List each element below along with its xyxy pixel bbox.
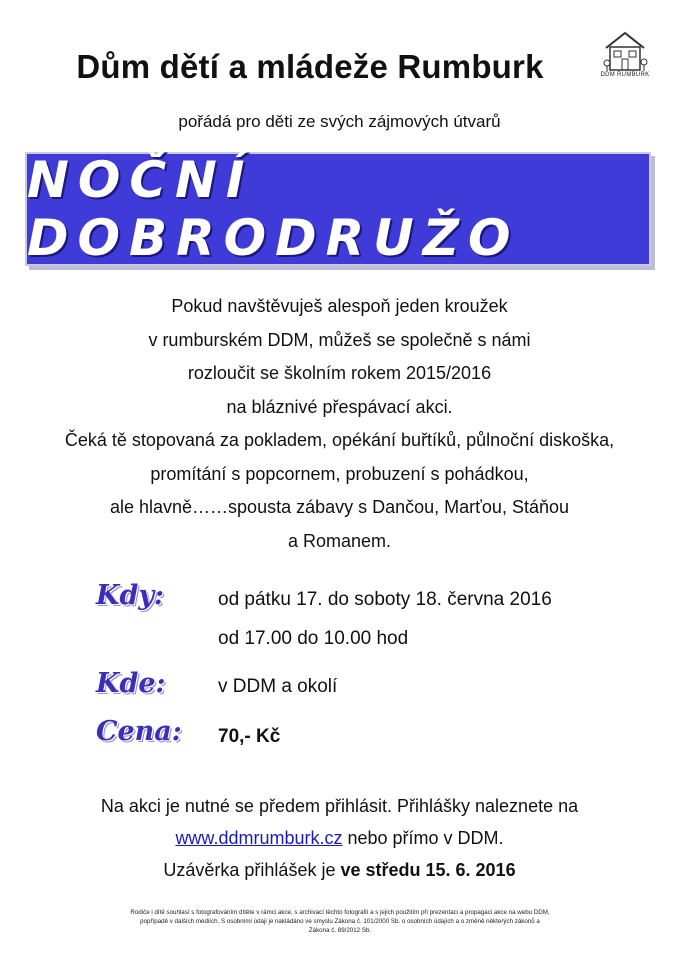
- banner-title: NOČNÍ DOBRODRUŽO: [27, 151, 520, 267]
- intro-line: a Romanem.: [287, 530, 392, 551]
- price-value: 70,- Kč: [218, 726, 281, 747]
- website-link[interactable]: www.ddmrumburk.cz: [175, 828, 343, 848]
- intro-line: rozloučit se školním rokem 2015/2016: [187, 363, 492, 383]
- page-title: Dům dětí a mládeže Rumburk: [76, 48, 544, 85]
- fine-print-line: Rodiče i dítě souhlasí s fotografováním dítěte v rámci akce, s archivací těchto fotografií a s jejich použitím při prezentaci a propagaci akce na webu DDM,: [130, 909, 550, 916]
- registration-link-line: [0, 822, 679, 854]
- registration-line-rest: nebo přímo v DDM.: [342, 828, 504, 848]
- price-label: Cena:: [96, 716, 182, 747]
- intro-text: [0, 290, 679, 558]
- deadline-prefix: Uzávěrka přihlášek je: [163, 860, 341, 880]
- where-label: Kde:: [96, 668, 166, 699]
- subtitle: pořádá pro děti ze svých zájmových útvarů: [178, 112, 501, 131]
- when-date: od pátku 17. do soboty 18. června 2016: [218, 589, 552, 610]
- house-icon: [600, 30, 650, 72]
- deadline-date: ve středu 15. 6. 2016: [340, 860, 516, 880]
- event-banner: [25, 152, 651, 266]
- fine-print: [40, 908, 640, 935]
- fine-print-line: Zákona č. 89/2012 Sb.: [308, 927, 372, 934]
- where-value: v DDM a okolí: [218, 676, 338, 697]
- fine-print-line: popřípadě v dalších médiích. S osobními údaji je nakládáno ve smyslu Zákona č. 101/2000 Sb. o osobních údajích a o změně některých zákonů a: [140, 918, 540, 925]
- registration-line: Na akci je nutné se předem přihlásit. Přihlášky naleznete na: [100, 796, 579, 816]
- when-label: Kdy:: [96, 580, 165, 611]
- intro-line: Čeká tě stopovaná za pokladem, opékání buřtíků, půlnoční diskoška,: [64, 430, 615, 450]
- intro-line: v rumburském DDM, můžeš se společně s námi: [148, 329, 531, 350]
- intro-line: na bláznivé přespávací akci.: [226, 396, 453, 417]
- registration-info: [0, 790, 679, 886]
- ddm-logo: [600, 30, 650, 80]
- intro-line: promítání s popcornem, probuzení s pohádkou,: [150, 463, 529, 484]
- intro-line: ale hlavně……spousta zábavy s Dančou, Marťou, Stáňou: [109, 497, 569, 517]
- logo-text: DDM RUMBURK: [600, 72, 650, 78]
- intro-line: Pokud navštěvuješ alespoň jeden kroužek: [171, 296, 508, 316]
- when-time: od 17.00 do 10.00 hod: [218, 628, 409, 649]
- deadline-line: [0, 854, 679, 886]
